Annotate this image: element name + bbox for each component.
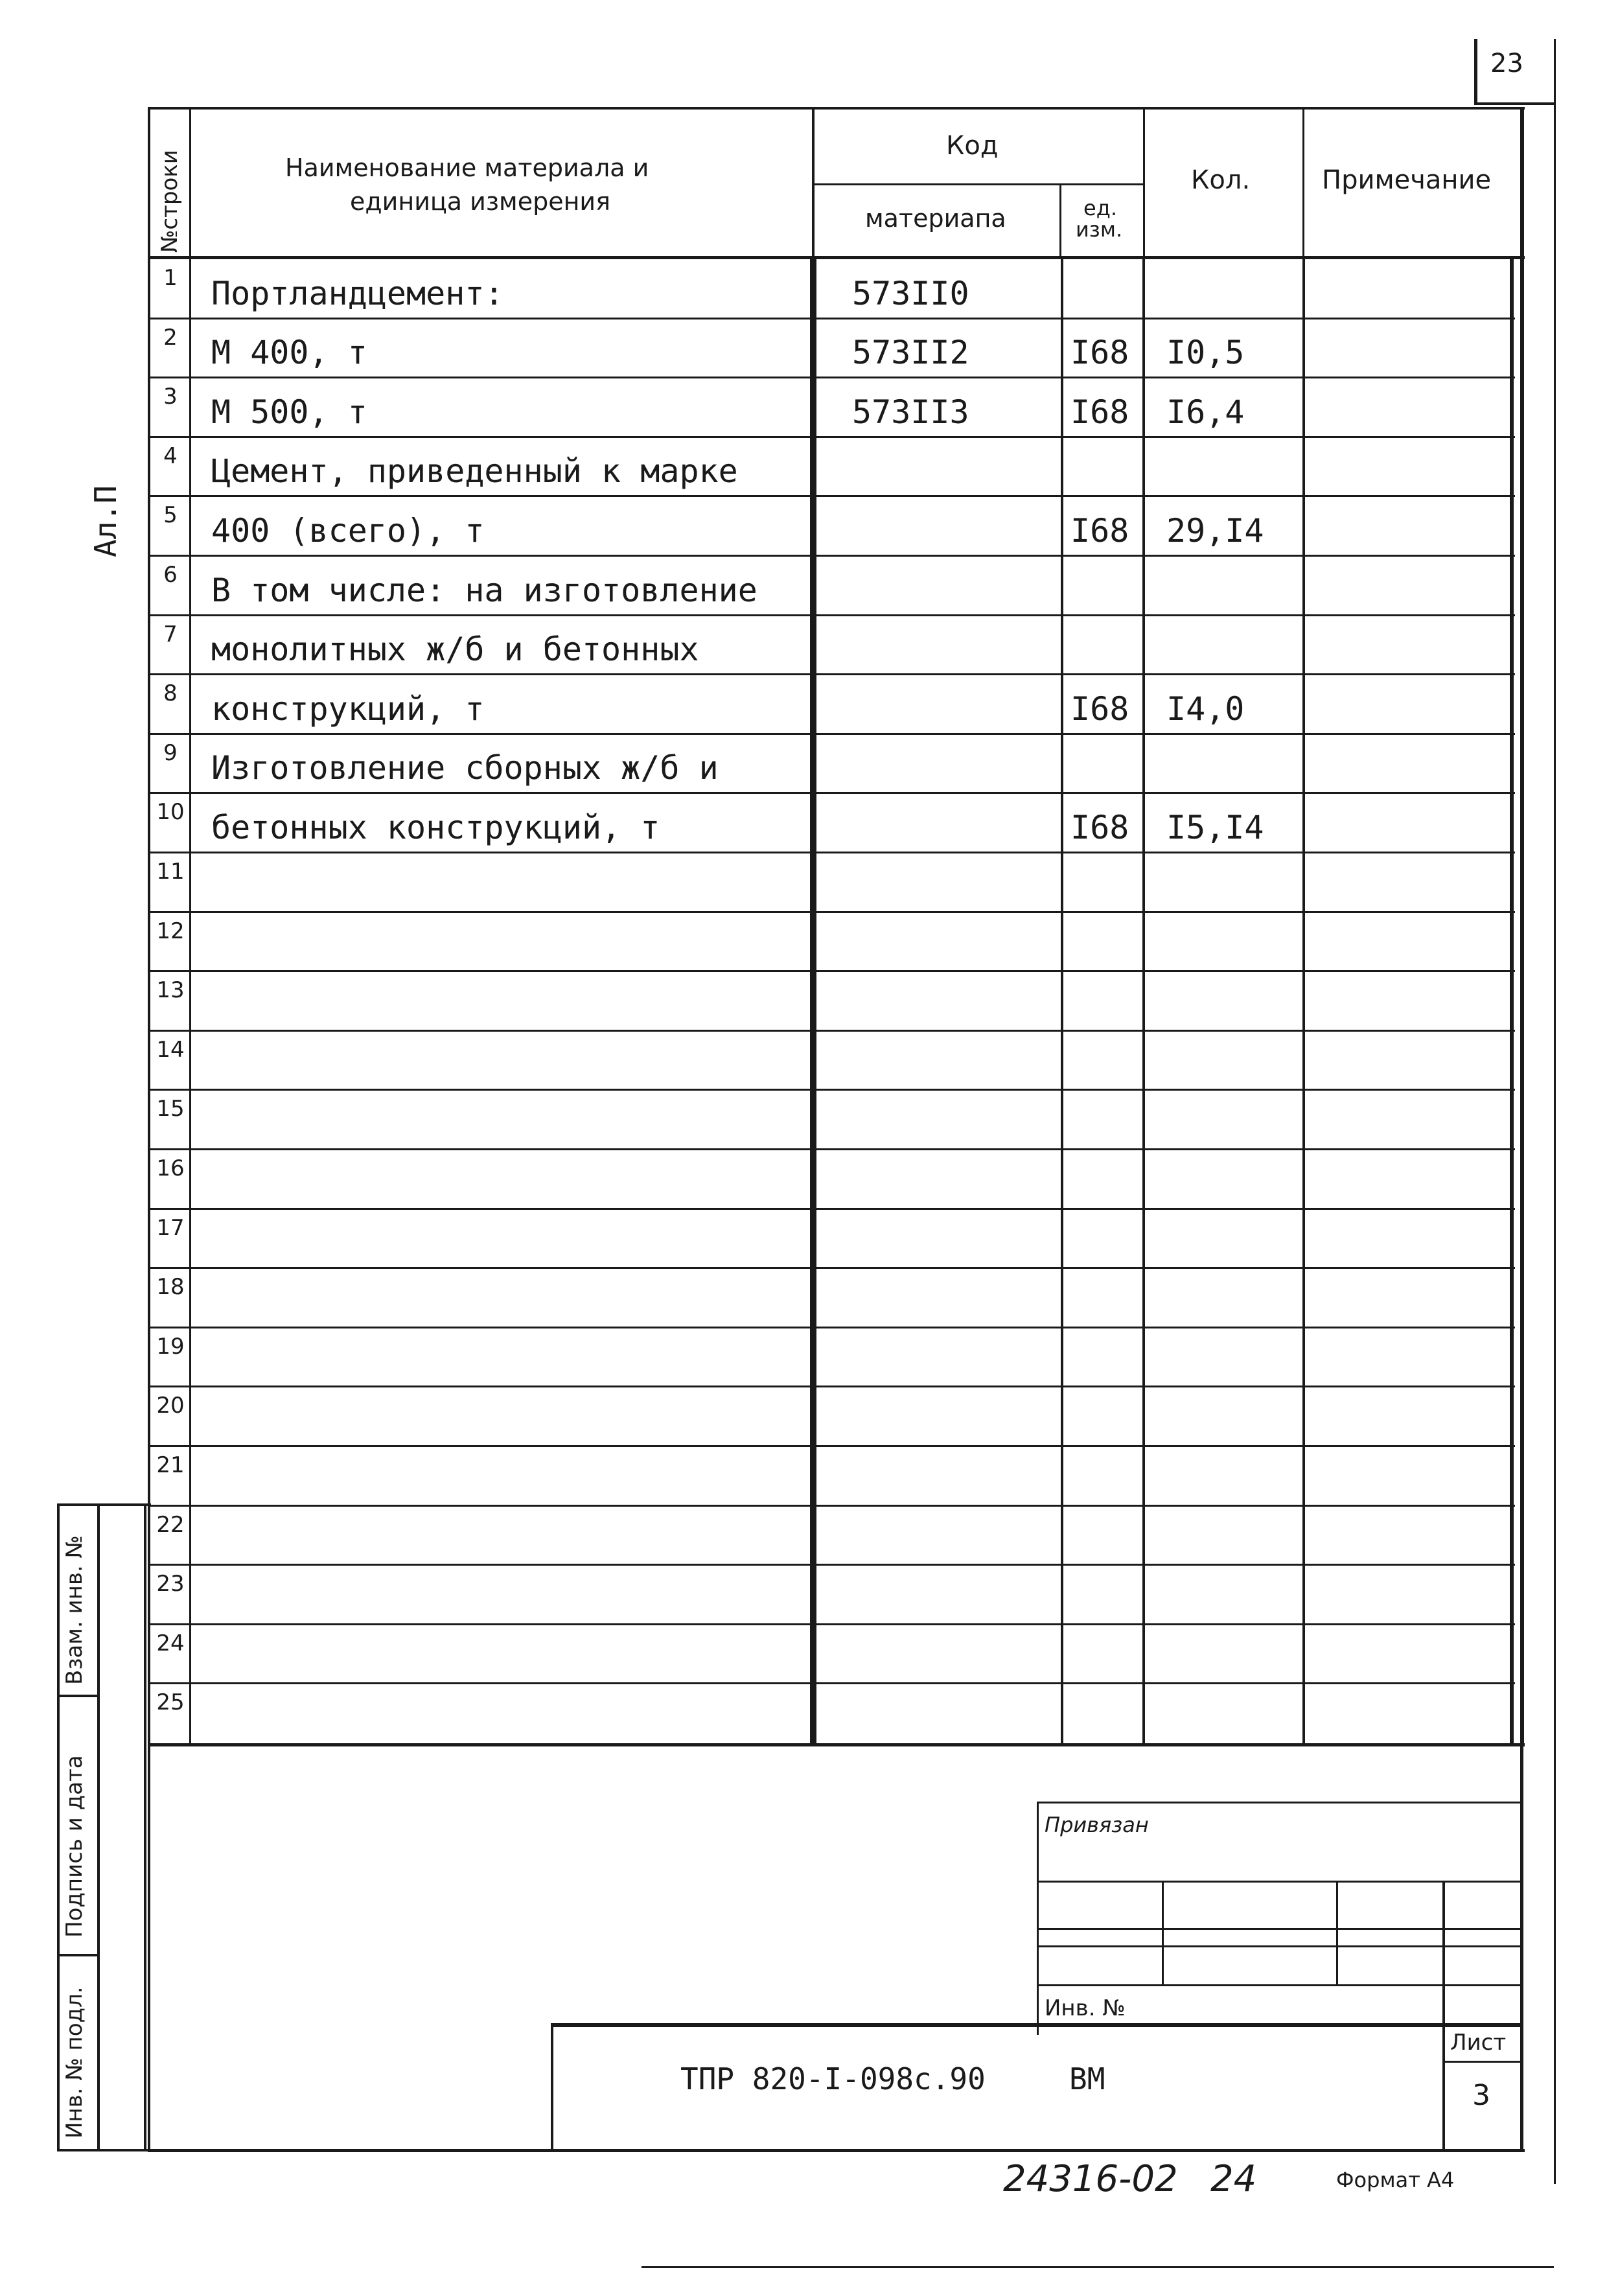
row-code: 573II2 xyxy=(852,334,969,371)
row-number: 16 xyxy=(156,1155,185,1181)
row-number: 8 xyxy=(163,680,178,706)
row-divider xyxy=(148,377,1515,378)
row-number: 25 xyxy=(156,1689,185,1715)
header-name-line2: единица измерения xyxy=(350,187,610,216)
footer-archive-sheet: 24 xyxy=(1210,2158,1257,2200)
footer-format: Формат А4 xyxy=(1336,2168,1455,2192)
row-unit: I68 xyxy=(1070,809,1129,846)
row-name: 400 (всего), т xyxy=(211,512,485,550)
table-top-border xyxy=(148,107,1525,110)
stamp-sheet-label: Лист xyxy=(1450,2030,1507,2056)
row-divider xyxy=(148,1089,1515,1091)
row-number: 7 xyxy=(163,621,178,647)
row-qty: I4,0 xyxy=(1166,690,1245,728)
row-number: 4 xyxy=(163,443,178,469)
row-divider xyxy=(148,792,1515,794)
row-number: 20 xyxy=(156,1393,185,1419)
col-line-qty-header xyxy=(1143,107,1145,259)
row-number: 14 xyxy=(156,1037,185,1063)
row-number: 2 xyxy=(163,325,178,351)
bound-left xyxy=(1037,1802,1039,2035)
row-number: 5 xyxy=(163,502,178,528)
row-number: 9 xyxy=(163,740,178,766)
row-number: 22 xyxy=(156,1512,185,1538)
side-stamp-inner xyxy=(97,1503,100,2151)
row-name: М 500, т xyxy=(211,393,367,431)
corner-divider xyxy=(1474,39,1477,104)
row-divider xyxy=(148,495,1515,497)
row-divider xyxy=(148,555,1515,557)
col-line-unit-header xyxy=(1059,183,1061,258)
row-name: В том числе: на изготовление xyxy=(211,572,757,609)
col-line-qty xyxy=(1142,258,1145,1745)
footer-archive-no: 24316-02 xyxy=(1003,2158,1178,2200)
row-divider xyxy=(148,1208,1515,1210)
row-divider xyxy=(148,1682,1515,1684)
col-line-note xyxy=(1302,258,1305,1745)
row-number: 15 xyxy=(156,1096,185,1122)
stamp-inv-no: Инв. № xyxy=(1045,1995,1126,2021)
page-right-edge xyxy=(1554,39,1556,2184)
side-label-sign-date: Подпись и дата xyxy=(62,1755,87,1938)
header-code: Код xyxy=(946,131,999,161)
stamp-right-border xyxy=(1520,1746,1523,2151)
footer-bottom-line xyxy=(642,2266,1554,2268)
side-stamp-bottom xyxy=(57,2149,148,2151)
side-stamp-div2 xyxy=(57,1954,99,1956)
row-code: 573II3 xyxy=(852,393,969,431)
row-divider xyxy=(148,1030,1515,1032)
stamp-sheet-no: 3 xyxy=(1472,2079,1490,2112)
row-number: 1 xyxy=(163,265,178,291)
row-qty: 29,I4 xyxy=(1166,512,1264,550)
row-qty: I0,5 xyxy=(1166,334,1245,371)
row-number: 12 xyxy=(156,918,185,944)
code-subheader-line xyxy=(812,183,1144,185)
header-code-unit-2: изм. xyxy=(1076,217,1123,242)
col-line-unit xyxy=(1061,258,1063,1745)
row-number: 18 xyxy=(156,1274,185,1300)
row-divider xyxy=(148,1327,1515,1328)
row-number: 24 xyxy=(156,1630,185,1656)
header-code-material: материапа xyxy=(865,204,1006,233)
row-number: 23 xyxy=(156,1571,185,1597)
row-divider xyxy=(148,733,1515,735)
side-stamp-right xyxy=(144,1503,146,2151)
side-stamp-div1 xyxy=(57,1695,99,1697)
bound-row2 xyxy=(1037,1928,1523,1930)
bound-row4 xyxy=(1037,1984,1523,1986)
side-label-replace-inv: Взам. инв. № xyxy=(62,1535,87,1685)
row-number: 21 xyxy=(156,1452,185,1478)
row-divider xyxy=(148,1445,1515,1447)
left-label: Ал.П xyxy=(88,485,123,557)
bound-col2 xyxy=(1336,1881,1338,1984)
row-divider xyxy=(148,1148,1515,1150)
row-number: 17 xyxy=(156,1215,185,1241)
header-code-unit-1: ед. xyxy=(1083,196,1117,220)
row-divider xyxy=(148,1564,1515,1566)
sheet-cell-left xyxy=(1442,2023,1445,2151)
title-block-left xyxy=(551,2023,553,2151)
row-divider xyxy=(148,1386,1515,1387)
row-divider xyxy=(148,1623,1515,1625)
body-heavy-right-line xyxy=(1510,258,1514,1746)
row-name: Портландцемент: xyxy=(211,275,504,312)
table-right-border xyxy=(1520,107,1524,1746)
row-name: конструкций, т xyxy=(211,690,485,728)
header-name-line1: Наименование материала и xyxy=(285,154,649,182)
side-label-inv-orig: Инв. № подл. xyxy=(62,1986,87,2139)
table-left-border xyxy=(148,107,150,1746)
sheet-cell-divider xyxy=(1442,2061,1521,2063)
bound-row1 xyxy=(1037,1881,1523,1883)
stamp-designation: ТПР 820-I-098с.90 xyxy=(680,2061,986,2096)
row-number: 6 xyxy=(163,562,178,588)
row-number: 19 xyxy=(156,1334,185,1360)
row-qty: I5,I4 xyxy=(1166,809,1264,846)
row-name: М 400, т xyxy=(211,334,367,371)
row-divider xyxy=(148,673,1515,675)
bound-col1 xyxy=(1162,1881,1164,1984)
header-row-no: №строки xyxy=(157,150,183,253)
row-divider xyxy=(148,1505,1515,1507)
row-number: 3 xyxy=(163,384,178,410)
title-block-top xyxy=(551,2023,1523,2027)
bound-col3 xyxy=(1442,1881,1445,2023)
bound-top xyxy=(1037,1802,1523,1803)
row-number: 10 xyxy=(156,799,185,825)
stamp-doc-code: ВМ xyxy=(1069,2061,1105,2096)
row-number: 13 xyxy=(156,977,185,1003)
row-divider xyxy=(148,911,1515,913)
row-unit: I68 xyxy=(1070,393,1129,431)
row-name: Цемент, приведенный к марке xyxy=(211,452,738,490)
row-divider xyxy=(148,852,1515,853)
page-number: 23 xyxy=(1490,49,1523,78)
header-note: Примечание xyxy=(1322,165,1492,195)
row-qty: I6,4 xyxy=(1166,393,1245,431)
body-heavy-left-line xyxy=(810,258,816,1746)
row-unit: I68 xyxy=(1070,690,1129,728)
row-divider xyxy=(148,318,1515,319)
row-divider xyxy=(148,614,1515,616)
row-divider xyxy=(148,970,1515,972)
header-qty: Кол. xyxy=(1191,165,1251,195)
row-number: 11 xyxy=(156,859,185,885)
side-stamp-top xyxy=(57,1503,151,1506)
bound-row3 xyxy=(1037,1945,1523,1947)
stamp-bottom-border xyxy=(148,2149,1525,2152)
table-bottom-border xyxy=(148,1743,1525,1746)
col-line-note-header xyxy=(1302,107,1304,259)
stamp-left-border xyxy=(148,1746,150,2151)
row-divider xyxy=(148,1267,1515,1269)
row-name: бетонных конструкций, т xyxy=(211,809,660,846)
header-bottom-line xyxy=(148,256,1525,259)
row-name: Изготовление сборных ж/б и xyxy=(211,749,719,787)
row-name: монолитных ж/б и бетонных xyxy=(211,631,699,668)
row-unit: I68 xyxy=(1070,512,1129,550)
row-unit: I68 xyxy=(1070,334,1129,371)
corner-underline xyxy=(1474,102,1555,105)
stamp-bound: Привязан xyxy=(1045,1813,1149,1837)
row-divider xyxy=(148,436,1515,438)
row-code: 573II0 xyxy=(852,275,969,312)
side-stamp-left xyxy=(57,1503,60,2151)
